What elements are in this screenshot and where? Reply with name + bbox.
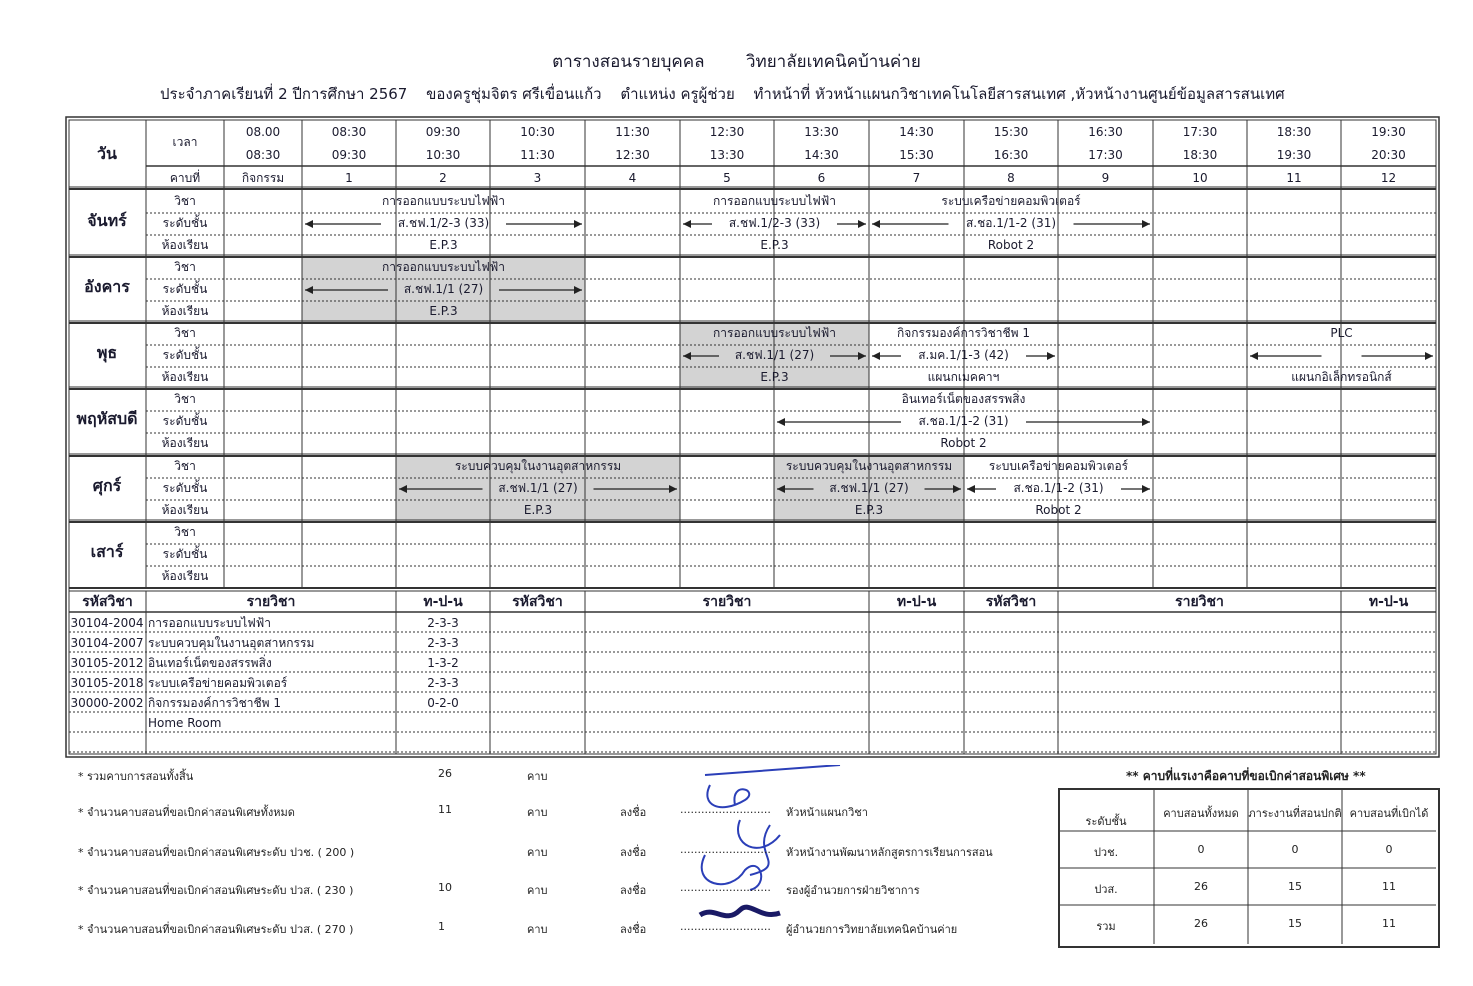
subject-name: กิจกรรมองค์การวิชาชีพ 1 (148, 696, 282, 710)
signer-role: หัวหน้าแผนกวิชา (786, 806, 868, 819)
left-arrow (777, 418, 901, 426)
position-text: ตำแหน่ง ครูผู้ช่วย (620, 85, 735, 103)
time-end: 15:30 (899, 148, 934, 162)
subject-name: อินเทอร์เน็ตของสรรพสิ่ง (148, 656, 272, 670)
activity-header: กิจกรรม (241, 171, 285, 185)
day-label: พฤหัสบดี (76, 409, 138, 428)
left-arrow (683, 220, 712, 228)
entry-room: E.P.3 (760, 370, 789, 384)
summary-title: ** คาบที่แรเงาคือคาบที่ขอเบิกค่าสอนพิเศษ ** (1126, 769, 1366, 783)
row-label: ห้องเรียน (161, 238, 209, 252)
footer-unit: คาบ (527, 806, 548, 819)
subject-code: 30000-2002 (70, 696, 144, 710)
entry-room: แผนกอิเล็กทรอนิกส์ (1291, 370, 1392, 384)
day-header: วัน (97, 144, 117, 163)
sign-dots: .......................... (680, 881, 771, 894)
summary-header: คาบสอนทั้งหมด (1163, 807, 1239, 820)
time-start: 08:30 (331, 125, 367, 139)
subject-header: ท-ป-น (1368, 594, 1409, 610)
college-name: วิทยาลัยเทคนิคบ้านค่าย (745, 52, 921, 72)
summary-cell: 0 (1197, 843, 1205, 856)
subject-code: 30104-2004 (70, 616, 144, 630)
footer-label: * จำนวนคาบสอนที่ขอเบิกค่าสอนพิเศษระดับ ปวส. ( 230 ) (78, 884, 354, 897)
time-start: 09:30 (425, 125, 461, 139)
left-arrow (1250, 352, 1322, 360)
footer-unit: คาบ (527, 884, 548, 897)
time-start: 08.00 (245, 125, 281, 139)
entry-subject: อินเทอร์เน็ตของสรรพสิ่ง (901, 392, 1026, 406)
entry-subject: การออกแบบระบบไฟฟ้า (382, 194, 505, 208)
time-start: 19:30 (1371, 125, 1406, 139)
summary-cell: รวม (1096, 920, 1116, 933)
entry-group: ส.ชฟ.1/1 (27) (829, 481, 909, 495)
summary-cell: ปวส. (1094, 883, 1118, 896)
left-arrow (872, 220, 949, 228)
subject-code: 30105-2012 (70, 656, 144, 670)
sign-dots: .......................... (680, 920, 771, 933)
entry-group: ส.ชอ.1/1-2 (31) (918, 414, 1009, 428)
time-end: 17:30 (1088, 148, 1123, 162)
entry-group: ส.ชฟ.1/1 (27) (498, 481, 578, 495)
summary-header: คาบสอนที่เบิกได้ (1349, 807, 1429, 820)
subject-header: ท-ป-น (896, 594, 937, 610)
signer-role: ผู้อำนวยการวิทยาลัยเทคนิคบ้านค่าย (786, 923, 958, 936)
entry-group: ส.ชฟ.1/1 (27) (734, 348, 815, 362)
footer-unit: คาบ (527, 846, 548, 859)
right-arrow (1121, 485, 1150, 493)
summary-cell: 26 (1194, 917, 1208, 930)
entry-room: E.P.3 (429, 238, 458, 252)
right-arrow (1026, 352, 1055, 360)
entry-group: ส.ชอ.1/1-2 (31) (1013, 481, 1104, 495)
entry-subject: การออกแบบระบบไฟฟ้า (382, 260, 505, 274)
entry-subject: ระบบเครือข่ายคอมพิวเตอร์ (988, 459, 1129, 473)
row-label: ห้องเรียน (161, 503, 209, 517)
row-label: ห้องเรียน (161, 436, 209, 450)
time-end: 20:30 (1371, 148, 1406, 162)
subject-tpn: 2-3-3 (427, 676, 459, 690)
time-start: 10:30 (520, 125, 555, 139)
time-end: 18:30 (1182, 148, 1218, 162)
subject-tpn: 1-3-2 (427, 656, 459, 670)
summary-cell: 11 (1382, 917, 1396, 930)
period-number: 9 (1101, 171, 1110, 185)
row-label: วิชา (174, 525, 196, 539)
entry-subject: การออกแบบระบบไฟฟ้า (713, 326, 836, 340)
row-label: ระดับชั้น (162, 414, 208, 428)
time-end: 16:30 (993, 148, 1029, 162)
time-start: 16:30 (1088, 125, 1123, 139)
time-start: 17:30 (1182, 125, 1218, 139)
subject-header: รหัสวิชา (82, 594, 133, 610)
entry-group: ส.ชฟ.1/2-3 (33) (397, 216, 490, 230)
entry-group: ส.มค.1/1-3 (42) (918, 348, 1009, 362)
time-end: 19:30 (1276, 148, 1312, 162)
row-label: วิชา (174, 326, 196, 340)
entry-subject: ระบบควบคุมในงานอุตสาหกรรม (785, 459, 953, 473)
entry-subject: PLC (1330, 326, 1353, 340)
summary-cell: 0 (1291, 843, 1299, 856)
period-number: 10 (1192, 171, 1208, 185)
subject-header: รหัสวิชา (985, 594, 1037, 610)
subject-header: รหัสวิชา (512, 594, 563, 610)
row-label: ห้องเรียน (161, 304, 209, 318)
period-number: 6 (817, 171, 826, 185)
footer-unit: คาบ (527, 770, 548, 783)
entry-subject: ระบบเครือข่ายคอมพิวเตอร์ (941, 194, 1081, 208)
entry-room: E.P.3 (523, 503, 553, 517)
entry-group: ส.ชฟ.1/1 (27) (403, 282, 484, 296)
subject-header: รายวิชา (246, 594, 296, 610)
subject-name: Home Room (148, 716, 222, 730)
entry-room: Robot 2 (1035, 503, 1082, 517)
time-end: 14:30 (804, 148, 839, 162)
sign-dots: .......................... (680, 843, 771, 856)
entry-group: ส.ชอ.1/1-2 (31) (965, 216, 1057, 230)
subject-name: ระบบควบคุมในงานอุตสาหกรรม (148, 636, 315, 650)
entry-room: Robot 2 (940, 436, 987, 450)
signer-role: หัวหน้างานพัฒนาหลักสูตรการเรียนการสอน (786, 846, 993, 859)
period-number: 12 (1380, 171, 1397, 185)
sign-dots: .......................... (680, 803, 771, 816)
period-number: 3 (533, 171, 542, 185)
time-end: 08:30 (245, 148, 281, 162)
right-arrow (1074, 220, 1151, 228)
footer-label: * จำนวนคาบสอนที่ขอเบิกค่าสอนพิเศษระดับ ปวส. ( 270 ) (78, 923, 354, 936)
entry-room: E.P.3 (760, 238, 789, 252)
entry-subject: กิจกรรมองค์การวิชาชีพ 1 (896, 326, 1031, 340)
summary-cell: 26 (1194, 880, 1208, 893)
day-label: ศุกร์ (92, 476, 122, 495)
left-arrow (872, 352, 901, 360)
semester-text: ประจำภาคเรียนที่ 2 ปีการศึกษา 2567 (160, 85, 408, 103)
row-label: ระดับชั้น (162, 348, 208, 362)
subject-header: รายวิชา (1175, 594, 1224, 610)
subject-code: 30105-2018 (70, 676, 144, 690)
period-header: คาบที่ (169, 171, 201, 185)
footer-value: 10 (438, 881, 452, 894)
period-number: 5 (723, 171, 731, 185)
entry-room: แผนกเมคคาฯ (927, 370, 1000, 384)
sign-label: ลงชื่อ (620, 846, 647, 859)
time-start: 13:30 (804, 125, 839, 139)
row-label: วิชา (174, 459, 196, 473)
sign-label: ลงชื่อ (620, 806, 647, 819)
subject-code: 30104-2007 (70, 636, 144, 650)
subject-name: การออกแบบระบบไฟฟ้า (148, 616, 271, 630)
time-start: 15:30 (993, 125, 1029, 139)
summary-cell: ปวช. (1093, 846, 1119, 859)
row-label: วิชา (174, 194, 196, 208)
subject-tpn: 2-3-3 (427, 616, 459, 630)
sign-label: ลงชื่อ (620, 884, 647, 897)
period-number: 8 (1007, 171, 1015, 185)
duty-text: ทำหน้าที่ หัวหน้าแผนกวิชาเทคโนโลยีสารสนเทศ ,หัวหน้างานศูนย์ข้อมูลสารสนเทศ (753, 85, 1285, 103)
time-start: 12:30 (709, 125, 745, 139)
summary-header: ระดับชั้น (1085, 815, 1127, 828)
entry-subject: การออกแบบระบบไฟฟ้า (713, 194, 836, 208)
row-label: ห้องเรียน (161, 569, 209, 583)
footer-value: 1 (438, 920, 445, 933)
row-label: วิชา (174, 392, 196, 406)
summary-cell: 11 (1382, 880, 1396, 893)
subject-tpn: 2-3-3 (427, 636, 459, 650)
right-arrow (1362, 352, 1434, 360)
right-arrow (1026, 418, 1150, 426)
teacher-name: ของครูชุ่มจิตร ศรีเขื่อนแก้ว (426, 85, 602, 103)
time-end: 12:30 (615, 148, 650, 162)
summary-cell: 0 (1385, 843, 1393, 856)
day-label: อังคาร (84, 277, 130, 296)
period-number: 1 (345, 171, 353, 185)
period-number: 11 (1286, 171, 1302, 185)
day-label: พุธ (96, 343, 118, 362)
subject-name: ระบบเครือข่ายคอมพิวเตอร์ (148, 676, 288, 690)
summary-cell: 15 (1288, 880, 1302, 893)
day-label: จันทร์ (87, 211, 127, 230)
subject-tpn: 0-2-0 (427, 696, 459, 710)
time-end: 09:30 (331, 148, 367, 162)
right-arrow (837, 220, 866, 228)
title-text: ตารางสอนรายบุคคล (552, 52, 705, 72)
entry-room: E.P.3 (854, 503, 884, 517)
time-end: 13:30 (709, 148, 745, 162)
time-start: 11:30 (615, 125, 650, 139)
period-number: 4 (628, 171, 637, 185)
period-number: 7 (912, 171, 921, 185)
footer-label: * รวมคาบการสอนทั้งสิ้น (78, 770, 194, 783)
subject-header: รายวิชา (702, 594, 752, 610)
time-start: 18:30 (1276, 125, 1312, 139)
entry-room: E.P.3 (429, 304, 458, 318)
entry-room: Robot 2 (987, 238, 1035, 252)
entry-subject: ระบบควบคุมในงานอุตสาหกรรม (454, 459, 622, 473)
entry-group: ส.ชฟ.1/2-3 (33) (728, 216, 821, 230)
day-label: เสาร์ (90, 542, 124, 561)
row-label: ห้องเรียน (161, 370, 209, 384)
sign-label: ลงชื่อ (620, 923, 647, 936)
period-number: 2 (439, 171, 447, 185)
summary-cell: 15 (1288, 917, 1302, 930)
time-start: 14:30 (899, 125, 934, 139)
signer-role: รองผู้อำนวยการฝ่ายวิชาการ (786, 884, 920, 897)
row-label: ระดับชั้น (162, 282, 208, 296)
row-label: ระดับชั้น (162, 216, 208, 230)
left-arrow (305, 220, 381, 228)
time-header: เวลา (172, 135, 198, 149)
row-label: ระดับชั้น (162, 547, 208, 561)
subject-header: ท-ป-น (423, 594, 463, 610)
time-end: 10:30 (425, 148, 461, 162)
footer-unit: คาบ (527, 923, 548, 936)
footer-label: * จำนวนคาบสอนที่ขอเบิกค่าสอนพิเศษทั้งหมด (78, 806, 295, 819)
summary-header: ภาระงานที่สอนปกติ (1248, 807, 1342, 820)
row-label: วิชา (174, 260, 196, 274)
row-label: ระดับชั้น (162, 481, 208, 495)
footer-value: 11 (438, 803, 452, 816)
footer-value: 26 (438, 767, 452, 780)
left-arrow (967, 485, 996, 493)
footer-label: * จำนวนคาบสอนที่ขอเบิกค่าสอนพิเศษระดับ ปวช. ( 200 ) (78, 846, 355, 859)
time-end: 11:30 (520, 148, 555, 162)
right-arrow (506, 220, 582, 228)
